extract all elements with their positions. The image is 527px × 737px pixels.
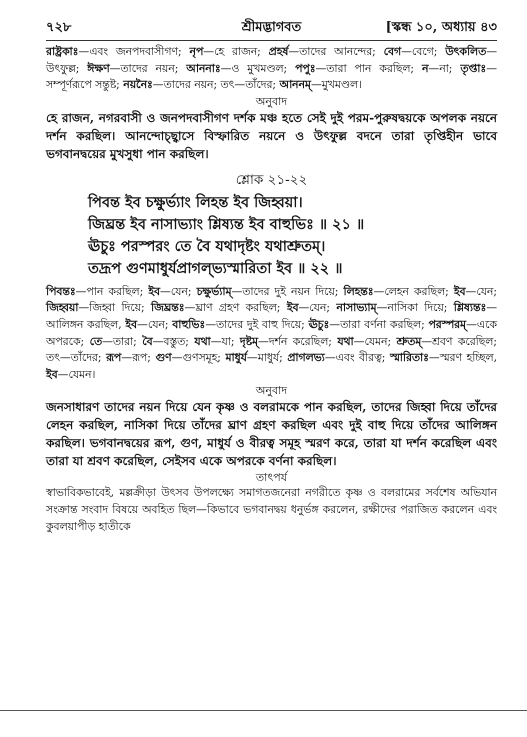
synonym-word: নৃপ [189, 45, 204, 58]
synonym-meaning: —জিহ্বা দিয়ে; [78, 301, 152, 315]
synonym-word: রূপ [106, 351, 122, 365]
synonym-meaning: —নাসিকা দিয়ে; [376, 301, 454, 315]
synonym-meaning: —তাদের আনন্দের; [288, 45, 384, 58]
synonym-meaning: —তাদের নয়ন; [109, 61, 187, 75]
synonym-word: চক্ষুর্ভ্যাম্ [196, 284, 232, 298]
translation-text-2: জনসাধারণ তাদের নয়ন দিয়ে যেন কৃষ্ণ ও বলরামকে পান করছিল, তাদের জিহ্বা দিয়ে তাঁদের লেহন করছিল, নাসিকা দিয়ে তাঁদের ঘ্রাণ গ্রহণ করছিল এবং দুই বাহু দিয়ে তাঁদের আলিঙ্গন করছিল। ভগবানদ্বয়ের রূপ, গুণ, মাধুর্য ও বীরত্ব সমূহ স্মরণ করে, তারা যা দর্শন করেছিল এবং তারা যা শ্রবণ করেছিল, সেইসব একে অপরকে বর্ণনা করছিল। [46, 400, 497, 469]
page-header [46, 18, 497, 40]
synonym-meaning: —উৎফুল্ল; [46, 45, 497, 75]
purport-text: স্বাভাবিকভাবেই, মল্লক্রীড়া উৎসব উপলক্ষ্যে সমাগতজনেরা নগরীতে কৃষ্ণ ও বলরামের সর্বশেষ অভিযান সংক্রান্ত সংবাদ বিষয়ে অবহিত ছিল—কিভাবে ভগবানদ্বয় ধনুর্ভঙ্গ করলেন, রক্ষীদের পরাজিত করলেন এবং কুবলয়াপীড় হাতীকে [46, 486, 497, 533]
synonym-meaning: —একে অপরকে; [46, 317, 497, 348]
synonym-meaning: —এবং জনপদবাসীগণ; [78, 45, 190, 58]
synonym-meaning: —হে রাজন; [203, 45, 269, 58]
translation-heading-1: অনুবাদ [255, 94, 288, 108]
synonym-meaning: —যেমন; [353, 334, 397, 348]
synonym-word: ন [421, 61, 429, 75]
synonym-word: ঊচুঃ [308, 317, 330, 331]
synonym-meaning: —পান করছিল; [75, 284, 149, 298]
synonym-meaning: —মাধুর্য; [246, 351, 288, 365]
translation-text-1: হে রাজন, নগরবাসী ও জনপদবাসীগণ দর্শক মঞ্চ হতে সেই দুই পরম-পুরুষদ্বয়কে অপলক নয়নে দর্শন করছিল। আনন্দোচ্ছ্বাসে বিস্ফারিত নয়নে ও উৎফুল্ল বদনে তারা তৃপ্তিহীন ভাবে ভগবানদ্বয়ের মুখসুধা পান করছিল। [46, 110, 497, 161]
synonyms-block-1 [46, 44, 497, 94]
canto-chapter-label: [স্কন্ধ ১০, অধ্যায় ৪৩ [385, 20, 497, 35]
synonym-meaning: —গুণসমূহ; [171, 351, 226, 365]
synonym-meaning: —স্মরণ হচ্ছিল, [428, 351, 498, 365]
synonym-word: প্রহর্ষ [268, 45, 289, 58]
synonym-meaning: —না; [428, 61, 461, 75]
synonym-word: মাধুর্য [225, 351, 247, 365]
synonym-word: ইব [453, 284, 466, 298]
synonym-meaning: —বেগে; [401, 45, 446, 58]
verse-line: তদ্রূপ গুণমাধুর্যপ্রাগল্ভ্যস্মারিতা ইব ॥ ২২ ॥ [88, 259, 343, 277]
synonym-word: গুণ [155, 351, 172, 365]
synonym-meaning: —যেন; [298, 301, 337, 315]
synonym-meaning: —ও মুখমণ্ডল; [220, 61, 296, 75]
synonym-meaning: —আলিঙ্গন করছিল, [46, 301, 497, 331]
synonym-word: জিহ্বয়া [46, 301, 79, 315]
synonym-meaning: —তারা; [102, 334, 143, 348]
synonym-meaning: —তারা পান করছিল; [315, 61, 422, 75]
synonym-word: প্রাগলভ্য [287, 351, 325, 365]
synonym-meaning: —লেহন করছিল; [373, 284, 454, 298]
synonyms-block-2 [46, 284, 497, 384]
synonym-word: উৎকলিত [445, 45, 487, 58]
synonym-word: বাহুভিঃ [172, 317, 206, 331]
synonym-word: যথা [337, 334, 354, 348]
synonym-word: শ্লিষ্যন্তঃ [453, 301, 487, 315]
purport-heading: তাৎপর্য [255, 471, 288, 485]
synonym-meaning: —তাদের নয়ন; তৎ—তাঁদের; [152, 78, 280, 92]
synonym-meaning: —ঘ্রাণ গ্রহণ করছিল; [184, 301, 287, 315]
synonym-word: ইব [46, 367, 58, 381]
page-body [46, 44, 497, 535]
verse-line: পিবন্ত ইব চক্ষুর্ভ্যাং লিহন্ত ইব জিহ্বয়া। [88, 193, 303, 211]
synonym-meaning: —রূপ; [121, 351, 156, 365]
book-title: শ্রীমদ্ভাগবত [241, 20, 302, 35]
synonym-word: স্মারিতাঃ [389, 351, 429, 365]
verse-line: জিঘ্রন্ত ইব নাসাভ্যাং শ্লিষ্যন্ত ইব বাহুভিঃ ॥ ২১ ॥ [88, 215, 365, 233]
synonym-meaning: —দর্শন করেছিল; [258, 334, 338, 348]
synonym-word: আননাঃ [186, 61, 221, 75]
synonym-meaning: —শ্রবণ করেছিল; তৎ—তাঁদের; [46, 334, 497, 365]
translation-heading-2: অনুবাদ [255, 384, 288, 398]
synonym-meaning: —মুখমণ্ডল। [310, 78, 362, 92]
synonym-meaning: —তাদের দুই বাহু দিয়ে; [205, 317, 309, 331]
page-number: ৭২৮ [46, 20, 72, 35]
header-rule [46, 40, 497, 41]
synonym-word: পপুঃ [295, 61, 316, 75]
synonym-meaning: —তাদের দুই নয়ন দিয়ে; [231, 284, 344, 298]
synonym-word: ইব [286, 301, 299, 315]
synonym-meaning: —তারা বর্ণনা করছিল; [329, 317, 429, 331]
synonym-word: তে [89, 334, 103, 348]
synonym-word: দৃষ্টম্ [239, 334, 259, 348]
synonym-word: ইব [125, 317, 138, 331]
verse-title: শ্লোক ২১-২২ [235, 171, 308, 188]
synonym-word: লিহন্তঃ [343, 284, 374, 298]
synonym-word: বৈ [142, 334, 153, 348]
synonym-meaning: —যেন; [159, 284, 197, 298]
synonym-word: তৃপ্তাঃ [460, 61, 487, 75]
verse-line: ঊচুঃ পরস্পরং তে বৈ যথাদৃষ্টং যথাশ্রুতম্। [88, 237, 326, 255]
synonym-meaning: —বস্তুত; [152, 334, 195, 348]
synonym-word: নয়নৈঃ [123, 78, 153, 92]
synonym-word: ইব [148, 284, 160, 298]
synonym-word: বেগ [383, 45, 402, 58]
synonym-word: জিঘ্রন্তঃ [151, 301, 185, 315]
footer-rule [0, 710, 527, 711]
synonym-word: পরস্পরম্ [428, 317, 467, 331]
synonym-meaning: —যা; [210, 334, 240, 348]
synonym-meaning: —যেমন। [57, 367, 96, 381]
synonym-word: পিবন্তঃ [46, 284, 76, 298]
synonym-meaning: —যেন; [465, 284, 497, 298]
synonym-word: আননম্ [279, 78, 311, 92]
synonym-word: ঈক্ষণ [87, 61, 110, 75]
synonym-word: শ্রুতম্ [396, 334, 422, 348]
synonym-word: নাসাভ্যাম্ [336, 301, 377, 315]
synonym-meaning: —সম্পূর্ণরূপে সন্তুষ্ট; [46, 61, 497, 92]
synonym-word: যথা [194, 334, 211, 348]
synonym-meaning: —এবং বীরত্ব; [324, 351, 390, 365]
synonym-meaning: —যেন; [137, 317, 173, 331]
synonym-word: রাষ্ট্রকাঃ [46, 45, 79, 58]
